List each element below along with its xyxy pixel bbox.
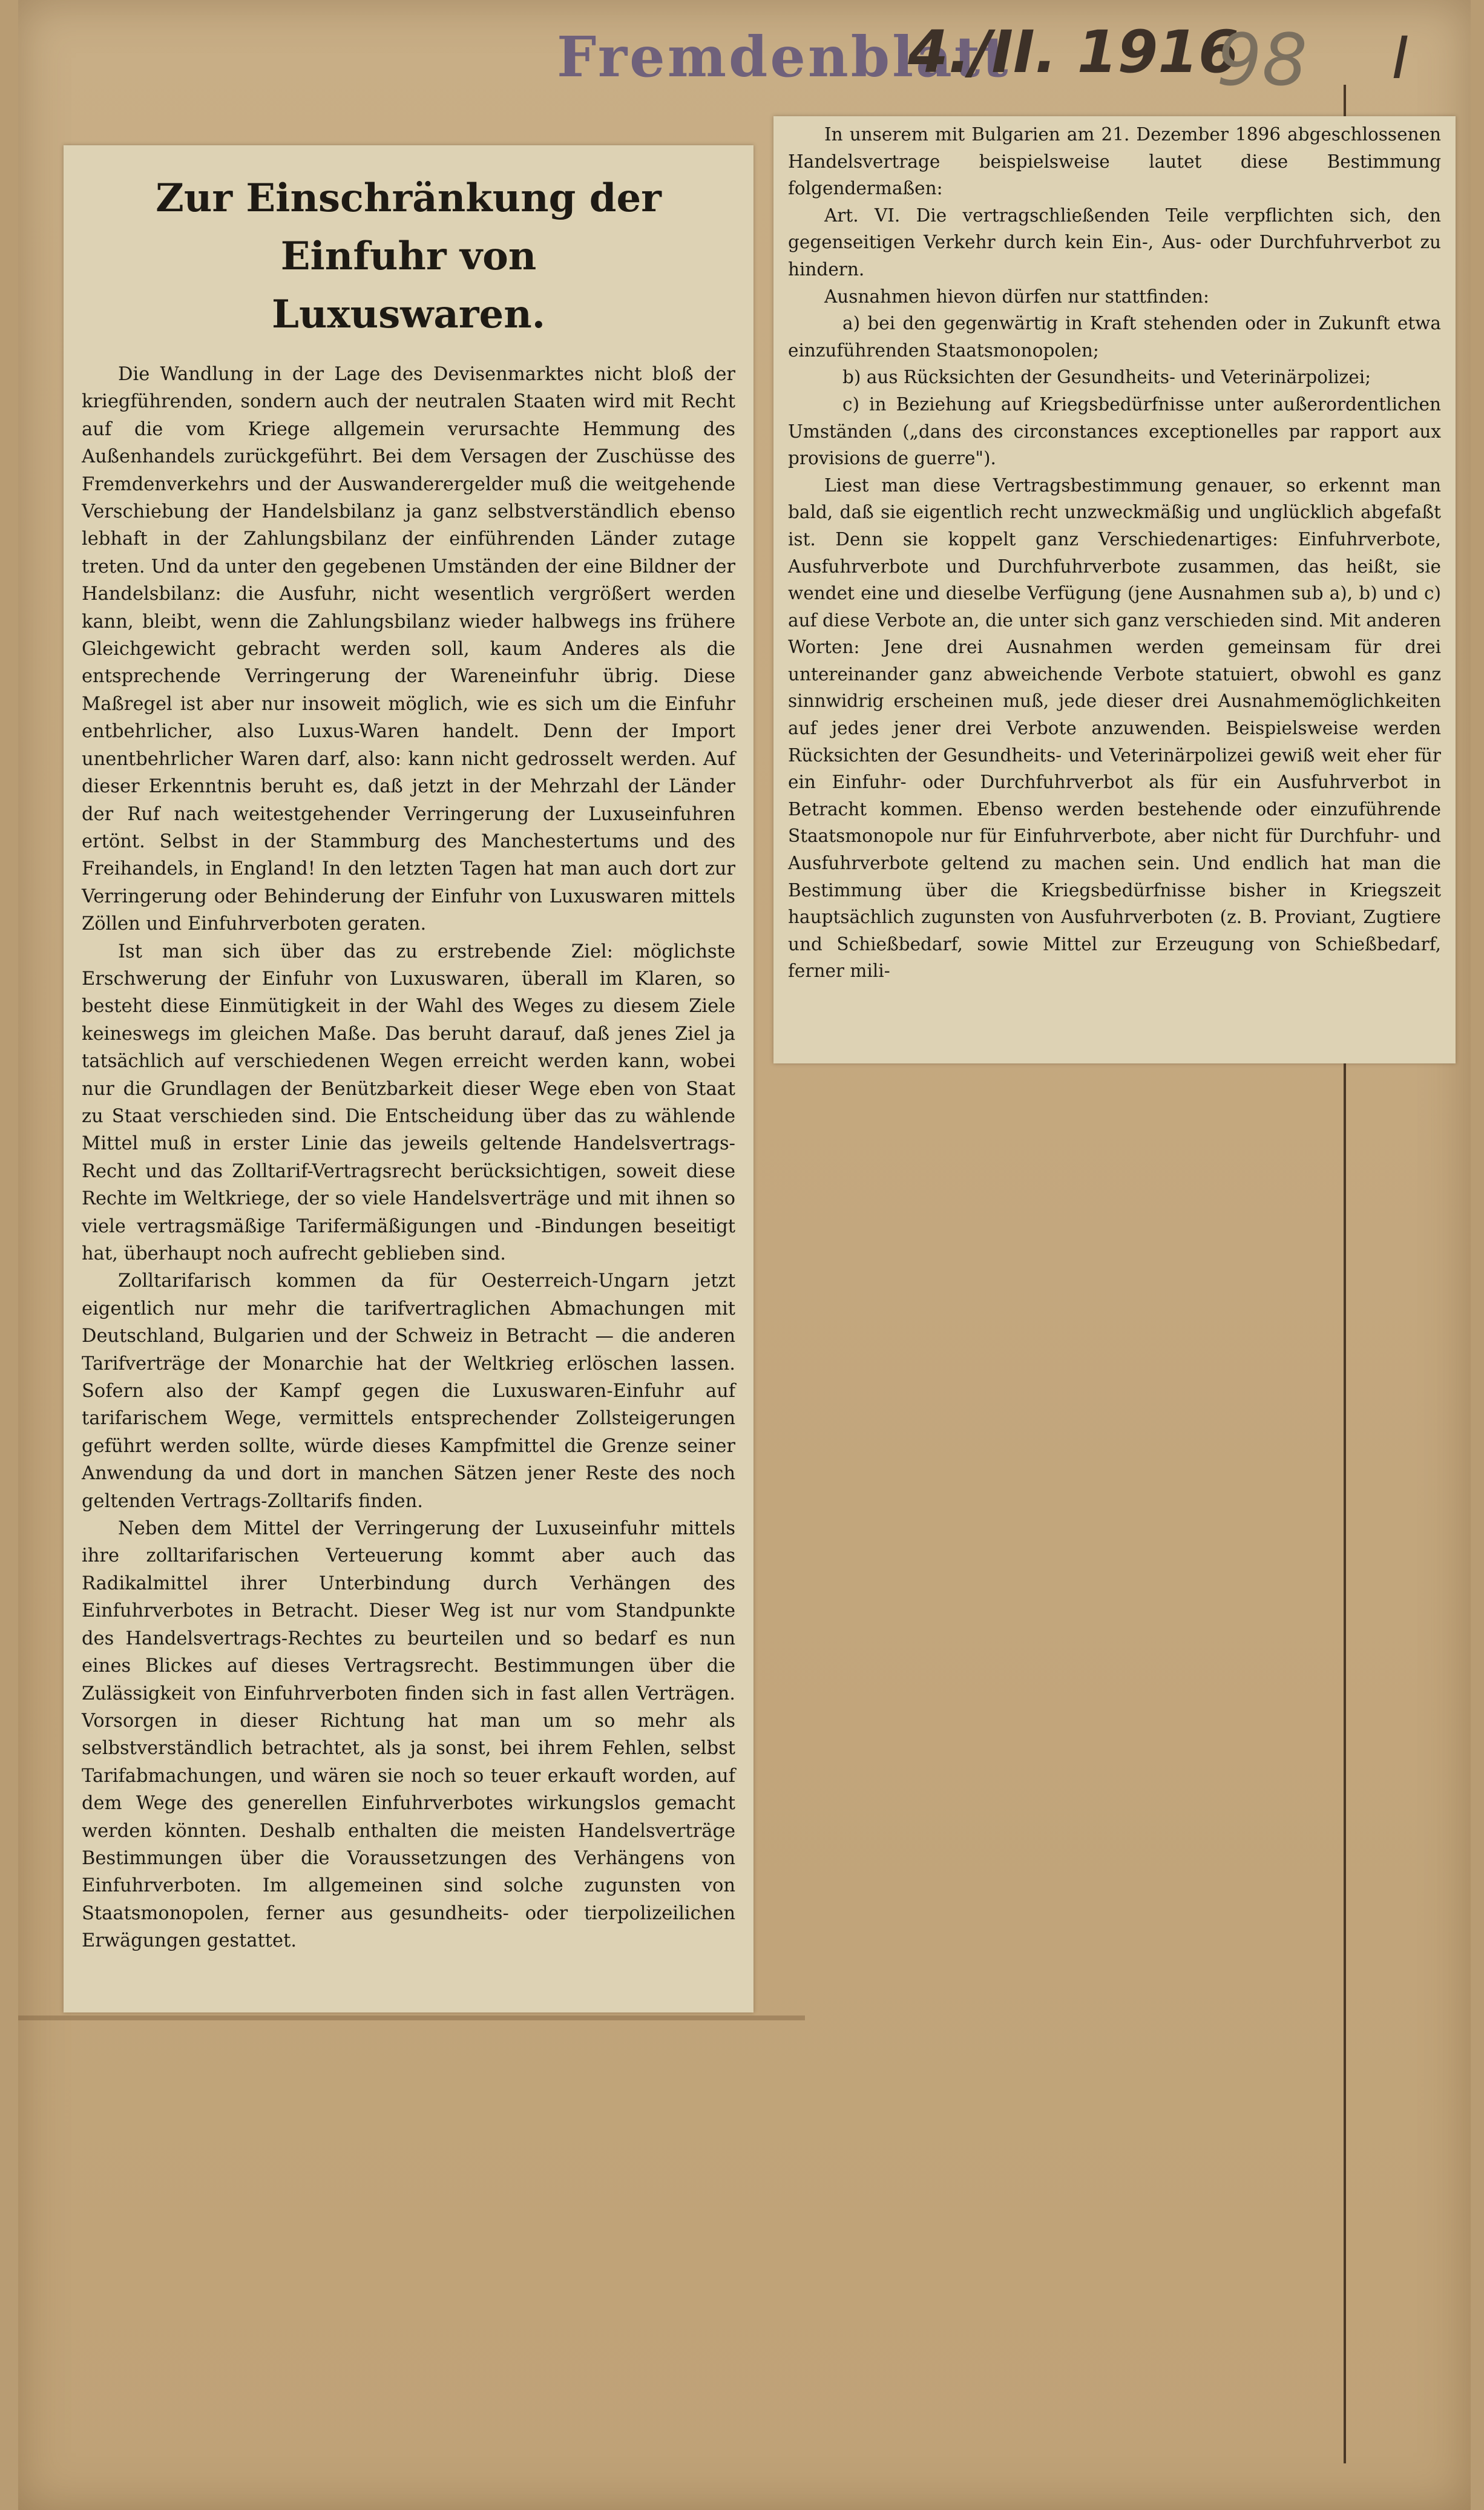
clipping-right-column [773, 116, 1456, 1063]
paragraph-intro: In unserem mit Bulgarien am 21. Dezember 1896 abgeschlossenen Handelsvertrage beispielsweise lautet diese Bestimmung folgendermaßen: [788, 124, 1441, 199]
paper-fold-line [18, 2016, 805, 2020]
headline-line-1: Zur Einschränkung der Einfuhr von [156, 176, 662, 279]
exception-c: c) in Beziehung auf Kriegsbedürfnisse unter außerordentlichen Umständen („dans des circonstances exceptionelles par rapport aux provisions de guerre"). [788, 393, 1441, 469]
exception-b: b) aus Rücksichten der Gesundheits- und Veterinärpolizei; [842, 367, 1371, 388]
paragraph: Neben dem Mittel der Verringerung der Luxuseinfuhr mittels ihre zolltarifarischen Verteuerung kommt aber auch das Radikalmittel ihrer Unterbindung durch Verhängen des Einfuhrverbotes in Betracht. Dieser Weg ist nur vom Standpunkte des Handelsvertrags-Rechtes zu beurteilen und so bedarf es nun eines Blickes auf dieses Vertragsrecht. Bestimmungen über die Zulässigkeit von Einfuhrverboten finden sich in fast allen Verträgen. Vorsorgen in dieser Richtung hat man um so mehr als selbstverständlich betrachtet, als ja sonst, bei ihrem Fehlen, selbst Tarifabmachungen, und wären sie noch so teuer erkauft worden, auf dem Wege des generellen Einfuhrverbotes wirkungslos gemacht werden könnten. Deshalb enthalten die meisten Handelsverträge Bestimmungen über die Voraussetzungen des Verhängens von Einfuhrverboten. Im allgemeinen sind solche zugunsten von Staatsmonopolen, ferner aus gesundheits- oder tierpolizeilichen Erwägungen gestattet. [82, 1518, 735, 1952]
paragraph: Liest man diese Vertragsbestimmung genauer, so erkennt man bald, daß sie eigentlich recht unzweckmäßig und unglücklich abgefaßt ist. Denn sie koppelt ganz Verschiedenartiges: Einfuhrverbote, Ausfuhrverbote und Durchfuhrverbote zusammen, das heißt, sie wendet eine und dieselbe Verfügung (jene Ausnahmen sub a), b) und c) auf diese Verbote an, die unter sich ganz verschieden sind. Mit anderen Worten: Jene drei Ausnahmen werden gemeinsam für drei untereinander ganz abweichende Verbote statuiert, obwohl es ganz sinnwidrig erscheinen muß, jede dieser drei Ausnahmemöglichkeiten auf jedes jener drei Verbote anzuwenden. Beispielsweise werden Rücksichten der Gesundheits- und Veterinärpolizei gewiß weit eher für ein Einfuhr- oder Durchfuhrverbot als für ein Ausfuhrverbot in Betracht kommen. Ebenso werden bestehende oder einzuführende Staatsmonopole nur für Einfuhrverbote, aber nicht für Durchfuhr- und Ausfuhrverbote geltend zu machen sein. Und endlich hat man die Bestimmung über die Kriegsbedürfnisse bisher in Kriegszeit hauptsächlich zugunsten von Ausfuhrverboten (z. B. Proviant, Zugtiere und Schießbedarf, sowie Mittel zur Erzeugung von Schießbedarf, ferner mili- [788, 475, 1441, 982]
left-column-body [82, 361, 735, 1955]
masthead-stamp: Fremdenblatt [557, 24, 1011, 90]
exception-a: a) bei den gegenwärtig in Kraft stehenden oder in Zukunft etwa einzuführenden Staatsmonopolen; [788, 313, 1441, 361]
headline-line-2: Luxuswaren. [271, 292, 546, 337]
handwritten-number: 98 [1216, 18, 1308, 102]
handwritten-roman-numeral: I [1392, 24, 1410, 92]
clipping-left-column [64, 145, 753, 2012]
paragraph: Die Wandlung in der Lage des Devisenmarktes nicht bloß der kriegführenden, sondern auch der neutralen Staaten wird mit Recht auf die vom Kriege allgemein verursachte Hemmung des Außenhandels zurückgeführt. Bei dem Versagen der Zuschüsse des Fremdenverkehrs und der Auswanderergelder muß die weitgehende Verschiebung der Handelsbilanz ja ganz selbstverständlich ebenso lebhaft in der Zahlungsbilanz der einführenden Länder zutage treten. Und da unter den gegebenen Umständen der eine Bildner der Handelsbilanz: die Ausfuhr, nicht wesentlich vergrößert werden kann, bleibt, wenn die Zahlungsbilanz wieder halbwegs ins frühere Gleichgewicht gebracht werden soll, kaum Anderes als die entsprechende Verringerung der Wareneinfuhr übrig. Diese Maßregel ist aber nur insoweit möglich, wie es sich um die Einfuhr entbehrlicher, also Luxus-Waren handelt. Denn der Import unentbehrlicher Waren darf, also: kann nicht gedrosselt werden. Auf dieser Erkenntnis beruht es, daß jetzt in der Mehrzahl der Länder der Ruf nach weitestgehender Verringerung der Luxuseinfuhren ertönt. Selbst in der Stammburg des Manchestertums und des Freihandels, in England! In den letzten Tagen hat man auch dort zur Verringerung oder Behinderung der Einfuhr von Luxuswaren mittels Zöllen und Einfuhrverboten geraten. [82, 364, 735, 935]
paragraph: Zolltarifarisch kommen da für Oesterreich-Ungarn jetzt eigentlich nur mehr die tarifvertraglichen Abmachungen mit Deutschland, Bulgarien und der Schweiz in Betracht — die anderen Tarifverträge der Monarchie hat der Weltkrieg erlöschen lassen. Sofern also der Kampf gegen die Luxuswaren-Einfuhr auf tarifarischem Wege, vermittels entsprechender Zollsteigerungen geführt werden sollte, würde dieses Kampfmittel die Grenze seiner Anwendung da und dort in manchen Sätzen jener Reste des noch geltenden Vertrags-Zolltarifs finden. [82, 1270, 735, 1512]
paragraph: Ist man sich über das zu erstrebende Ziel: möglichste Erschwerung der Einfuhr von Luxuswaren, überall im Klaren, so besteht diese Einmütigkeit in der Wahl des Weges zu diesem Ziele keineswegs im gleichen Maße. Das beruht darauf, daß jenes Ziel ja tatsächlich auf verschiedenen Wegen erreicht werden kann, wobei nur die Grundlagen der Benützbarkeit dieser Wege eben von Staat zu Staat verschieden sind. Die Entscheidung über das zu wählende Mittel muß in erster Linie das jeweils geltende Handelsvertrags-Recht und das Zolltarif-Vertragsrecht berücksichtigen, soweit diese Rechte im Weltkriege, der so viele Handelsverträge und mit ihnen so viele vertragsmäßige Tarifermäßigungen und -Bindungen beseitigt hat, überhaupt noch aufrecht geblieben sind. [82, 941, 735, 1264]
exceptions-heading: Ausnahmen hievon dürfen nur stattfinden: [824, 286, 1209, 307]
handwritten-date: 4./II. 1916 [908, 18, 1239, 86]
right-column-body [788, 116, 1441, 985]
treaty-article-text: Art. VI. Die vertragschließenden Teile verpflichten sich, den gegenseitigen Verkehr durch kein Ein-, Aus- oder Durchfuhrverbot zu hindern. [788, 205, 1441, 280]
article-headline [82, 169, 735, 344]
